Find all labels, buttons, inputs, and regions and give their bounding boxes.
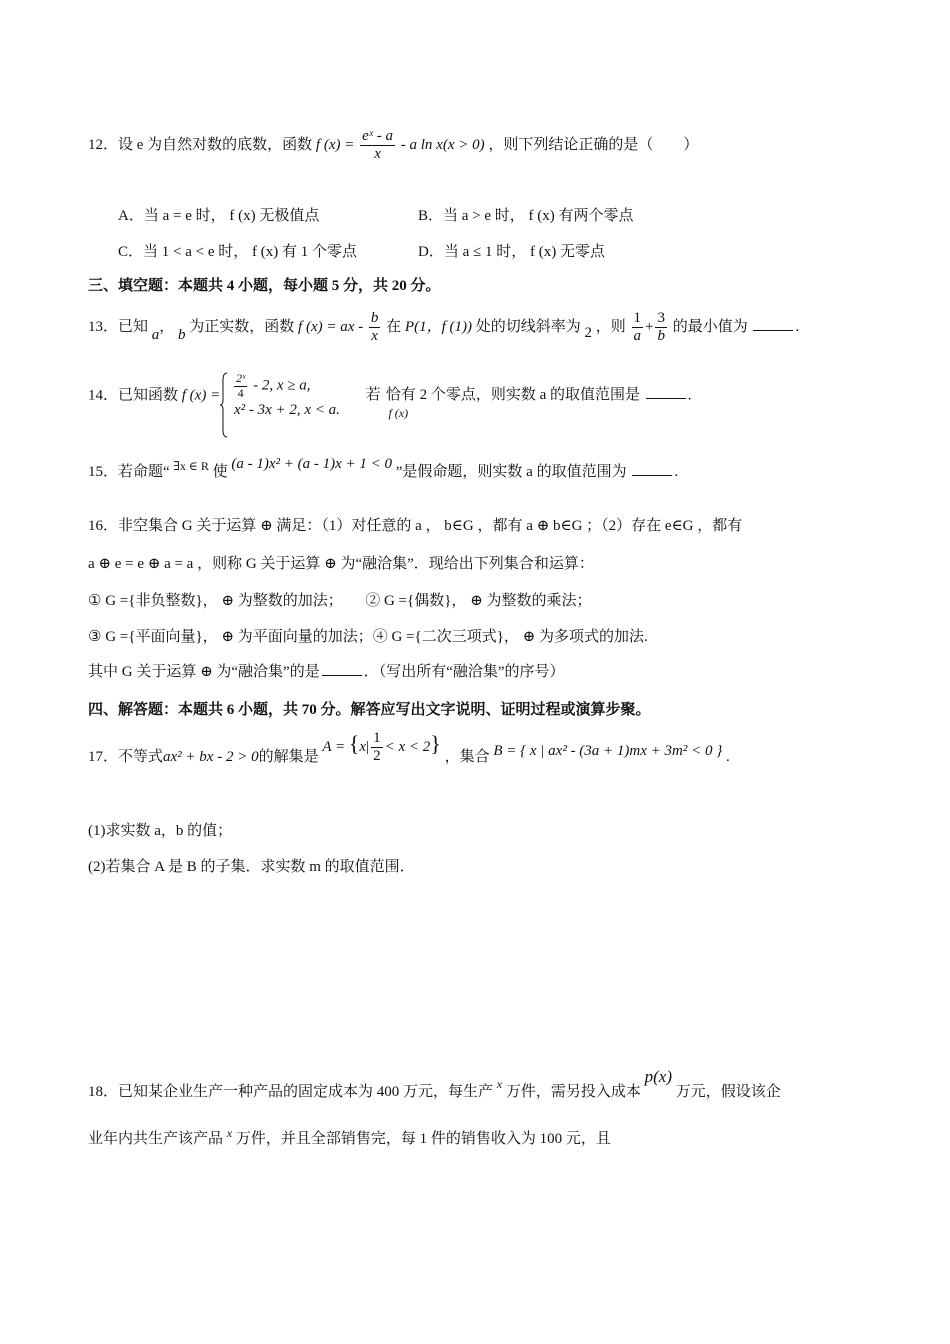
- q12-option-a: A．当 a = e 时， f (x) 无极值点: [118, 208, 320, 224]
- q13-frac-den: x: [371, 328, 378, 345]
- q14-end: .: [687, 387, 692, 404]
- q14-case1-num: 2ˣ: [235, 371, 246, 385]
- q13-text-1: 13．已知: [88, 319, 149, 336]
- q17-setA-den: 2: [373, 748, 381, 765]
- q12-option-b: B．当 a > e 时， f (x) 有两个零点: [418, 208, 634, 224]
- q12-frac-den: x: [374, 146, 381, 163]
- question-16-line-4: ③ G ={平面向量}， ⊕ 为平面向量的加法；④ G ={二次三项式}， ⊕ 为多项式的加法.: [88, 629, 648, 645]
- q17-setA-num: 1: [371, 730, 383, 748]
- q13-f1-den: a: [633, 328, 641, 345]
- q13-text-5: ，则: [595, 319, 626, 336]
- q14-fx: f (x): [388, 406, 409, 421]
- q16-answer-blank: [322, 663, 362, 676]
- q14-answer-blank: [646, 386, 686, 399]
- q14-case1-frac: [234, 372, 247, 401]
- q14-func: f (x) =: [181, 387, 221, 404]
- q13-text-3: 在: [386, 319, 402, 336]
- q15-answer-blank: [632, 463, 672, 476]
- q15-text-2: ”是假命题，则实数 a 的取值范围为: [395, 464, 627, 480]
- q13-end: .: [795, 319, 800, 336]
- q17-ineq: ax² + bx - 2 > 0: [163, 749, 259, 766]
- q17-end: .: [725, 749, 730, 766]
- section-4-heading: 四、解答题：本题共 6 小题，共 70 分。解答应写出文字说明、证明过程或演算步聚。: [88, 702, 651, 718]
- q15-shi: 使: [212, 464, 228, 480]
- q13-frac-num: b: [369, 310, 381, 328]
- q15-text-1: 15．若命题“: [88, 464, 170, 480]
- q18-text-1c: 万元，假设该企: [675, 1084, 781, 1100]
- q12-text: 12．设 e 为自然对数的底数，函数: [88, 137, 313, 154]
- question-16-line-2: a ⊕ e = e ⊕ a = a ，则称 G 关于运算 ⊕ 为“融洽集”．现给出下列集合和运算：: [88, 556, 594, 572]
- question-12-stem: [88, 128, 862, 164]
- question-18-line-2: [88, 1126, 862, 1150]
- q18-text-1a: 18．已知某企业生产一种产品的固定成本为 400 万元，每生产: [88, 1084, 494, 1100]
- question-14: [88, 372, 862, 420]
- q12-option-c: C．当 1 < a < e 时， f (x) 有 1 个零点: [118, 244, 357, 260]
- q16-text-b: ．（写出所有“融洽集”的序号）: [363, 664, 565, 680]
- q17-setA-frac: [371, 730, 383, 766]
- q13-var-a: a: [151, 327, 160, 344]
- q17-setA-lbrace: {: [348, 731, 360, 757]
- q17-setB: B = { x | ax² - (3a + 1)mx + 3m² < 0 }: [493, 743, 723, 760]
- q14-case-2: x² - 3x + 2, x < a.: [233, 401, 340, 418]
- q13-f1-num: 1: [632, 310, 644, 328]
- q13-slope: 2: [584, 325, 592, 342]
- q14-text-2: 恰有 2 个零点，则实数 a 的取值范围是: [385, 387, 641, 404]
- q17-text-3: ，集合: [444, 749, 490, 766]
- q13-text-4: 处的切线斜率为: [475, 319, 581, 336]
- q13-answer-blank: [753, 318, 793, 331]
- section-3-heading: 三、填空题：本题共 4 小题，每小题 5 分，共 20 分。: [88, 278, 441, 294]
- question-13: [88, 310, 862, 346]
- q14-text-1: 14．已知函数: [88, 387, 179, 404]
- q17-text-1: 17．不等式: [88, 749, 164, 766]
- q13-text-2: 为正实数，函数: [189, 319, 295, 336]
- q12-func-rest: - a ln x(x > 0): [400, 137, 485, 154]
- q17-setA-rest: < x < 2: [384, 739, 431, 756]
- q17-setA-bar: |: [366, 739, 370, 756]
- q13-frac-3b: [655, 310, 667, 346]
- q12-fraction: [360, 128, 395, 164]
- q17-setA-x: x: [359, 739, 367, 756]
- q18-x2: x: [226, 1126, 233, 1140]
- q13-point: P(1，f (1)): [404, 319, 472, 336]
- q18-text-2a: 业年内共生产该产品: [88, 1131, 224, 1147]
- q15-exists: ∃x ∈ R: [173, 459, 209, 473]
- q17-subquestion-1: (1)求实数 a，b 的值；: [88, 823, 233, 839]
- q15-expr: (a - 1)x² + (a - 1)x + 1 < 0: [231, 456, 392, 472]
- q13-plus: +: [645, 319, 654, 336]
- q13-f2-den: b: [657, 328, 665, 345]
- q14-case1-den: 4: [237, 385, 244, 400]
- q13-frac-1a: [632, 310, 644, 346]
- q17-text-2: 的解集是: [258, 749, 319, 766]
- q13-f2-num: 3: [655, 310, 667, 328]
- question-18-line-1: [88, 1067, 862, 1103]
- q14-ruo: 若: [365, 387, 381, 404]
- question-17: [88, 730, 862, 776]
- q12-func-lhs: f (x) =: [315, 137, 355, 154]
- q13-text-6: 的最小值为: [672, 319, 748, 336]
- q12-option-d: D．当 a ≤ 1 时， f (x) 无零点: [418, 244, 605, 260]
- q14-left-brace: [220, 372, 228, 438]
- q18-x1: x: [496, 1077, 503, 1091]
- q12-suffix: ，则下列结论正确的是（ ）: [488, 137, 699, 154]
- question-16-line-5: [88, 663, 862, 683]
- question-16-line-1: 16．非空集合 G 关于运算 ⊕ 满足：（1）对任意的 a ， b∈G ，都有 a ⊕ b∈G ；（2）存在 e∈G ，都有: [88, 518, 743, 534]
- question-16-line-3: ① G ={非负整数}， ⊕ 为整数的加法； ② G ={偶数}， ⊕ 为整数的乘法；: [88, 593, 592, 609]
- q15-end: .: [674, 464, 679, 480]
- q17-setA-rbrace: }: [430, 731, 441, 757]
- q17-setA-lhs: A =: [322, 739, 346, 756]
- q17-subquestion-2: (2)若集合 A 是 B 的子集．求实数 m 的取值范围．: [88, 859, 415, 875]
- q18-text-2b: 万件，并且全部销售完，每 1 件的销售收入为 100 元，且: [235, 1131, 611, 1147]
- q13-sep: ，: [159, 319, 175, 336]
- q14-case1-rest: - 2, x ≥ a,: [253, 377, 311, 394]
- q13-frac-bx: [369, 310, 381, 346]
- question-15: [88, 456, 862, 483]
- q13-func: f (x) = ax -: [298, 319, 364, 336]
- q13-var-b: b: [178, 327, 186, 344]
- q14-case-1: [224, 372, 340, 401]
- q12-frac-num: eˣ - a: [360, 128, 395, 146]
- q16-text-a: 其中 G 关于运算 ⊕ 为“融洽集”的是: [88, 664, 320, 680]
- q14-piecewise: [224, 372, 340, 420]
- q18-text-1b: 万件，需另投入成本: [505, 1084, 641, 1100]
- q18-px: p(x): [644, 1067, 672, 1086]
